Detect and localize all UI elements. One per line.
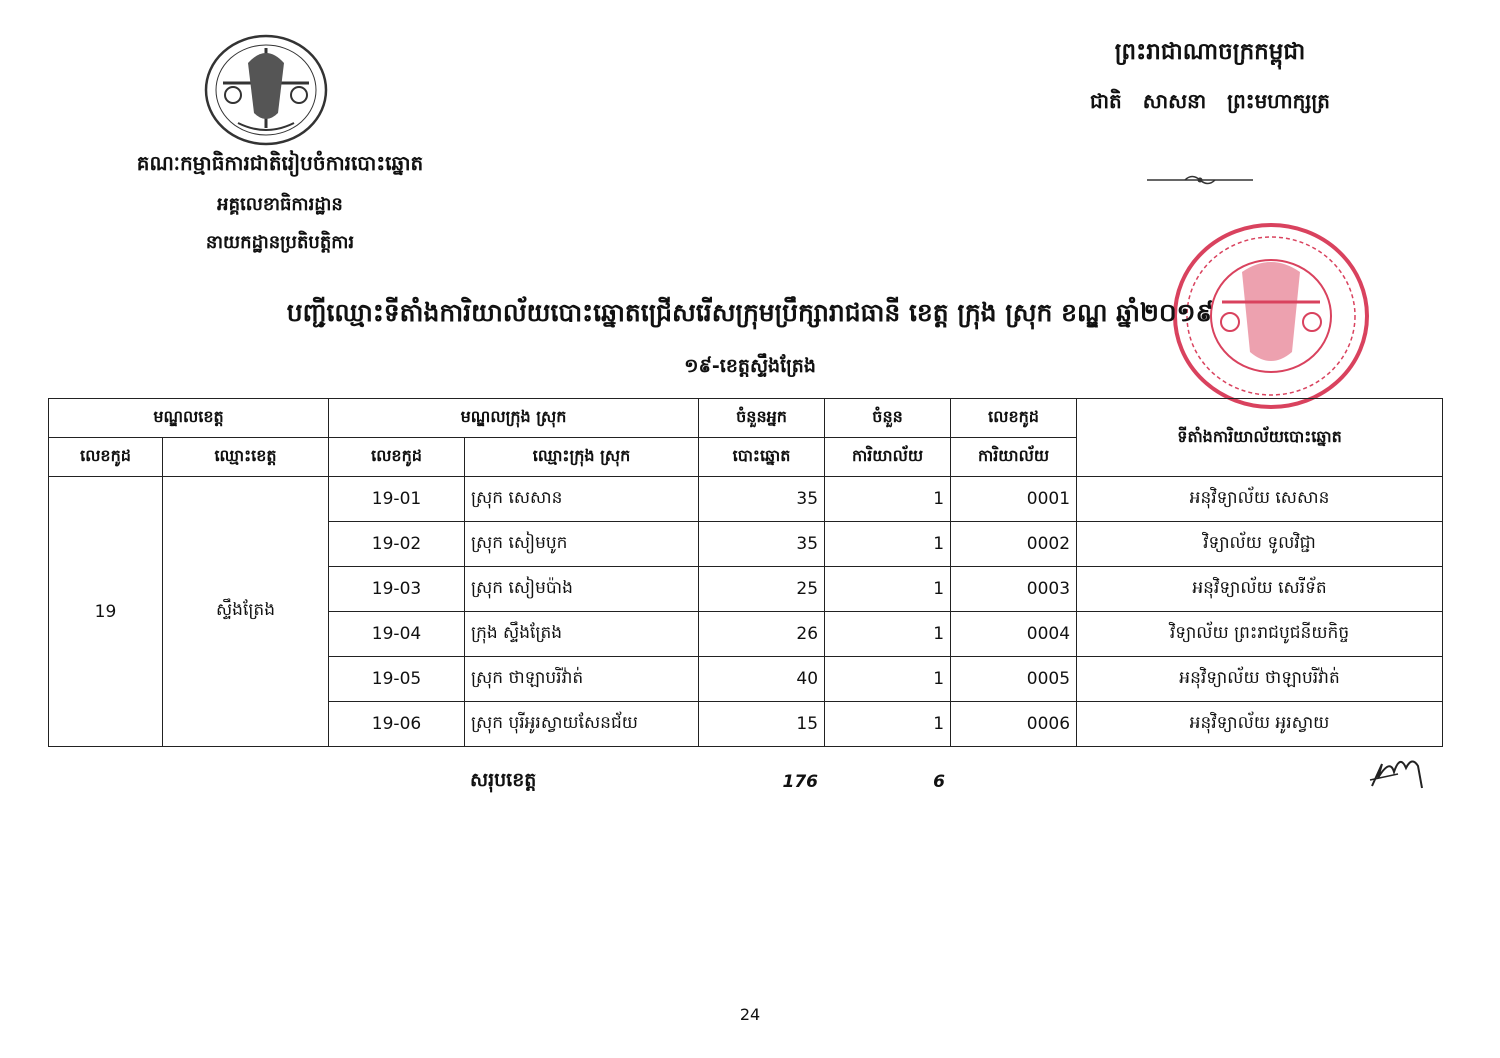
district-code-cell: 19-04 <box>329 612 465 657</box>
offices-cell: 1 <box>825 702 951 747</box>
province-code-cell: 19 <box>49 477 163 747</box>
offices-cell: 1 <box>825 612 951 657</box>
location-cell: អនុវិទ្យាល័យ ថាឡាបរិវ៉ាត់ <box>1077 657 1443 702</box>
office-code-cell: 0002 <box>951 522 1077 567</box>
header-district-group: មណ្ឌលក្រុង ស្រុក <box>329 399 699 438</box>
ornament-divider-icon <box>1145 170 1255 190</box>
total-offices: 6 <box>933 772 945 792</box>
location-cell: វិទ្យាល័យ ទូលវិជ្ជា <box>1077 522 1443 567</box>
document-subtitle: ១៩-ខេត្តស្ទឹងត្រែង <box>684 355 816 377</box>
district-name-cell: ស្រុក សៀមប៉ាង <box>465 567 699 612</box>
voters-cell: 35 <box>699 477 825 522</box>
total-voters: 176 <box>782 772 818 792</box>
location-cell: វិទ្យាល័យ ព្រះរាជបូជនីយកិច្ច <box>1077 612 1443 657</box>
district-name-cell: ស្រុក បុរីអូរស្វាយសែនជ័យ <box>465 702 699 747</box>
office-code-cell: 0003 <box>951 567 1077 612</box>
location-cell: អនុវិទ្យាល័យ អូរស្វាយ <box>1077 702 1443 747</box>
header-offices-line2: ការិយាល័យ <box>825 438 951 477</box>
voters-cell: 40 <box>699 657 825 702</box>
voters-cell: 15 <box>699 702 825 747</box>
header-voters-line2: បោះឆ្នោត <box>699 438 825 477</box>
district-name-cell: ស្រុក សៀមបូក <box>465 522 699 567</box>
org-line-commission: គណៈកម្មាធិការជាតិរៀបចំការបោះឆ្នោត <box>136 151 424 175</box>
district-name-cell: ស្រុក សេសាន <box>465 477 699 522</box>
nec-emblem-icon <box>203 33 330 147</box>
office-code-cell: 0005 <box>951 657 1077 702</box>
header-location: ទីតាំងការិយាល័យបោះឆ្នោត <box>1077 399 1443 477</box>
voters-cell: 26 <box>699 612 825 657</box>
offices-cell: 1 <box>825 522 951 567</box>
total-label: សរុបខេត្ត <box>470 769 537 791</box>
location-cell: អនុវិទ្យាល័យ សេរីទ័ត <box>1077 567 1443 612</box>
header-district-code: លេខកូដ <box>329 438 465 477</box>
header-offices-line1: ចំនួន <box>825 399 951 438</box>
org-line-secretariat: អគ្គលេខាធិការដ្ឋាន <box>217 194 343 215</box>
org-line-department: នាយកដ្ឋានប្រតិបត្តិការ <box>205 232 355 253</box>
offices-cell: 1 <box>825 477 951 522</box>
table-row <box>49 477 1443 522</box>
office-code-cell: 0001 <box>951 477 1077 522</box>
header-province-code: លេខកូដ <box>49 438 163 477</box>
district-code-cell: 19-03 <box>329 567 465 612</box>
polling-stations-table <box>48 398 1443 747</box>
header-voters-line1: ចំនួនអ្នក <box>699 399 825 438</box>
voters-cell: 35 <box>699 522 825 567</box>
office-code-cell: 0006 <box>951 702 1077 747</box>
signature-icon <box>1368 748 1448 794</box>
offices-cell: 1 <box>825 567 951 612</box>
district-code-cell: 19-05 <box>329 657 465 702</box>
offices-cell: 1 <box>825 657 951 702</box>
location-cell: អនុវិទ្យាល័យ សេសាន <box>1077 477 1443 522</box>
voters-cell: 25 <box>699 567 825 612</box>
header-province-group: មណ្ឌលខេត្ត <box>49 399 329 438</box>
province-name-cell: ស្ទឹងត្រែង <box>163 477 329 747</box>
district-code-cell: 19-01 <box>329 477 465 522</box>
district-code-cell: 19-06 <box>329 702 465 747</box>
header-office-code-line2: ការិយាល័យ <box>951 438 1077 477</box>
district-name-cell: ក្រុង ស្ទឹងត្រែង <box>465 612 699 657</box>
kingdom-motto: ជាតិ សាសនា ព្រះមហាក្សត្រ <box>1090 89 1330 113</box>
header-district-name: ឈ្មោះក្រុង ស្រុក <box>465 438 699 477</box>
district-code-cell: 19-02 <box>329 522 465 567</box>
district-name-cell: ស្រុក ថាឡាបរិវ៉ាត់ <box>465 657 699 702</box>
document-title: បញ្ជីឈ្មោះទីតាំងការិយាល័យបោះឆ្នោតជ្រើសរើសក្រុមប្រឹក្សារាជធានី ខេត្ត ក្រុង ស្រុក ខណ្ឌ ឆ្នាំ២០១៩ <box>286 298 1214 327</box>
page-number: 24 <box>739 1005 761 1024</box>
header-province-name: ឈ្មោះខេត្ត <box>163 438 329 477</box>
office-code-cell: 0004 <box>951 612 1077 657</box>
header-office-code-line1: លេខកូដ <box>951 399 1077 438</box>
kingdom-title: ព្រះរាជាណាចក្រកម្ពុជា <box>1114 39 1306 65</box>
